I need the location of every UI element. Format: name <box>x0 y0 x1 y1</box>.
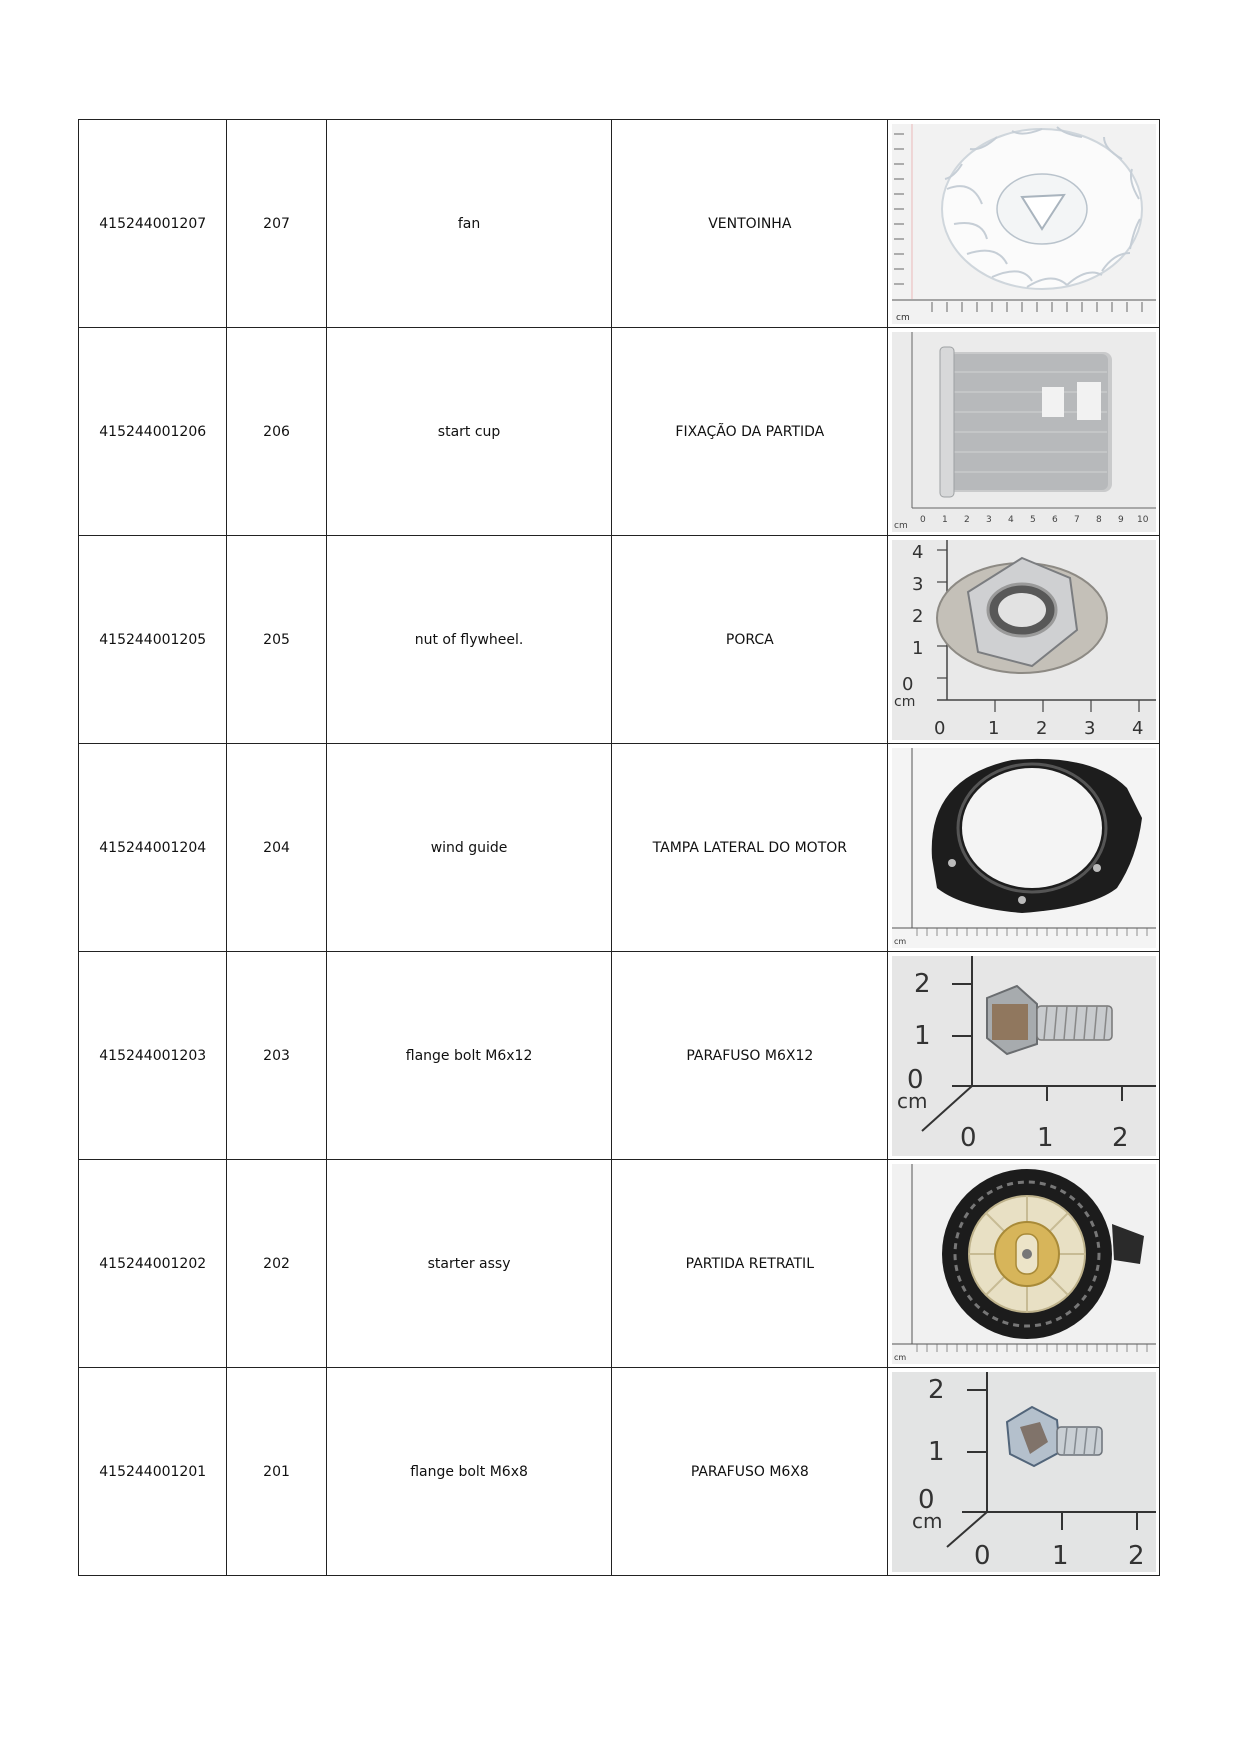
part-name-english: start cup <box>326 328 612 536</box>
part-photo-cell <box>888 536 1160 744</box>
flange-bolt-m6x8-part-photo <box>892 1372 1156 1572</box>
svg-text:2: 2 <box>927 1374 945 1405</box>
part-name-portuguese: PORCA <box>612 536 888 744</box>
part-name-portuguese: TAMPA LATERAL DO MOTOR <box>612 744 888 952</box>
svg-text:0: 0 <box>973 1540 991 1571</box>
parts-table <box>78 119 1160 1576</box>
fan-part-photo <box>892 124 1156 324</box>
reference-number: 202 <box>227 1160 326 1368</box>
svg-text:0: 0 <box>933 717 946 739</box>
flange-bolt-m6x12-part-photo <box>892 956 1156 1156</box>
part-code: 415244001202 <box>79 1160 227 1368</box>
reference-number: 204 <box>227 744 326 952</box>
svg-text:cm: cm <box>895 312 910 323</box>
svg-text:cm: cm <box>893 520 908 531</box>
reference-number: 205 <box>227 536 326 744</box>
svg-text:cm: cm <box>893 1352 906 1362</box>
svg-text:0: 0 <box>917 1484 935 1515</box>
svg-text:1: 1 <box>911 637 924 659</box>
part-name-english: nut of flywheel. <box>326 536 612 744</box>
table-row <box>79 744 1160 952</box>
reference-number: 201 <box>227 1368 326 1576</box>
svg-text:1: 1 <box>927 1436 945 1467</box>
part-name-english: starter assy <box>326 1160 612 1368</box>
svg-text:1: 1 <box>987 717 1000 739</box>
svg-text:0: 0 <box>901 673 914 695</box>
svg-text:1: 1 <box>1051 1540 1069 1571</box>
svg-text:0: 0 <box>919 514 926 525</box>
part-code: 415244001205 <box>79 536 227 744</box>
reference-number: 207 <box>227 120 326 328</box>
part-name-portuguese: PARTIDA RETRATIL <box>612 1160 888 1368</box>
svg-text:9: 9 <box>1117 514 1124 525</box>
svg-text:2: 2 <box>913 968 931 999</box>
part-photo-cell <box>888 120 1160 328</box>
svg-text:0: 0 <box>959 1122 977 1153</box>
reference-number: 206 <box>227 328 326 536</box>
svg-text:4: 4 <box>1131 717 1144 739</box>
start-cup-part-photo <box>892 332 1156 532</box>
svg-text:3: 3 <box>1083 717 1096 739</box>
svg-text:0: 0 <box>906 1064 924 1095</box>
part-name-portuguese: PARAFUSO M6X8 <box>612 1368 888 1576</box>
svg-text:1: 1 <box>941 514 948 525</box>
table-row <box>79 1368 1160 1576</box>
svg-text:4: 4 <box>1007 514 1014 525</box>
svg-text:2: 2 <box>1111 1122 1129 1153</box>
part-name-portuguese: VENTOINHA <box>612 120 888 328</box>
flywheel-nut-part-photo <box>892 540 1156 740</box>
part-code: 415244001203 <box>79 952 227 1160</box>
svg-text:1: 1 <box>1036 1122 1054 1153</box>
part-name-english: wind guide <box>326 744 612 952</box>
svg-text:3: 3 <box>985 514 992 525</box>
part-name-english: fan <box>326 120 612 328</box>
part-code: 415244001204 <box>79 744 227 952</box>
part-code: 415244001207 <box>79 120 227 328</box>
part-code: 415244001201 <box>79 1368 227 1576</box>
svg-text:1: 1 <box>913 1020 931 1051</box>
part-photo-cell <box>888 744 1160 952</box>
part-name-portuguese: FIXAÇÃO DA PARTIDA <box>612 328 888 536</box>
svg-text:4: 4 <box>911 541 924 563</box>
svg-text:cm: cm <box>896 1088 928 1113</box>
part-photo-cell <box>888 952 1160 1160</box>
part-photo-cell <box>888 1160 1160 1368</box>
svg-text:10: 10 <box>1136 514 1149 525</box>
svg-text:2: 2 <box>963 514 970 525</box>
svg-text:2: 2 <box>1127 1540 1145 1571</box>
starter-assy-part-photo <box>892 1164 1156 1364</box>
table-row <box>79 1160 1160 1368</box>
svg-text:2: 2 <box>911 605 924 627</box>
svg-text:8: 8 <box>1095 514 1102 525</box>
svg-text:cm: cm <box>911 1508 943 1533</box>
svg-text:3: 3 <box>911 573 924 595</box>
part-code: 415244001206 <box>79 328 227 536</box>
part-name-english: flange bolt M6x12 <box>326 952 612 1160</box>
table-row <box>79 120 1160 328</box>
part-name-english: flange bolt M6x8 <box>326 1368 612 1576</box>
svg-text:2: 2 <box>1035 717 1048 739</box>
part-photo-cell <box>888 328 1160 536</box>
svg-text:7: 7 <box>1073 514 1080 525</box>
table-row <box>79 536 1160 744</box>
part-name-portuguese: PARAFUSO M6X12 <box>612 952 888 1160</box>
part-photo-cell <box>888 1368 1160 1576</box>
wind-guide-part-photo <box>892 748 1156 948</box>
table-row <box>79 328 1160 536</box>
reference-number: 203 <box>227 952 326 1160</box>
svg-text:cm: cm <box>893 936 906 946</box>
svg-text:6: 6 <box>1051 514 1058 525</box>
svg-text:cm: cm <box>893 693 915 710</box>
table-row <box>79 952 1160 1160</box>
svg-text:5: 5 <box>1029 514 1036 525</box>
